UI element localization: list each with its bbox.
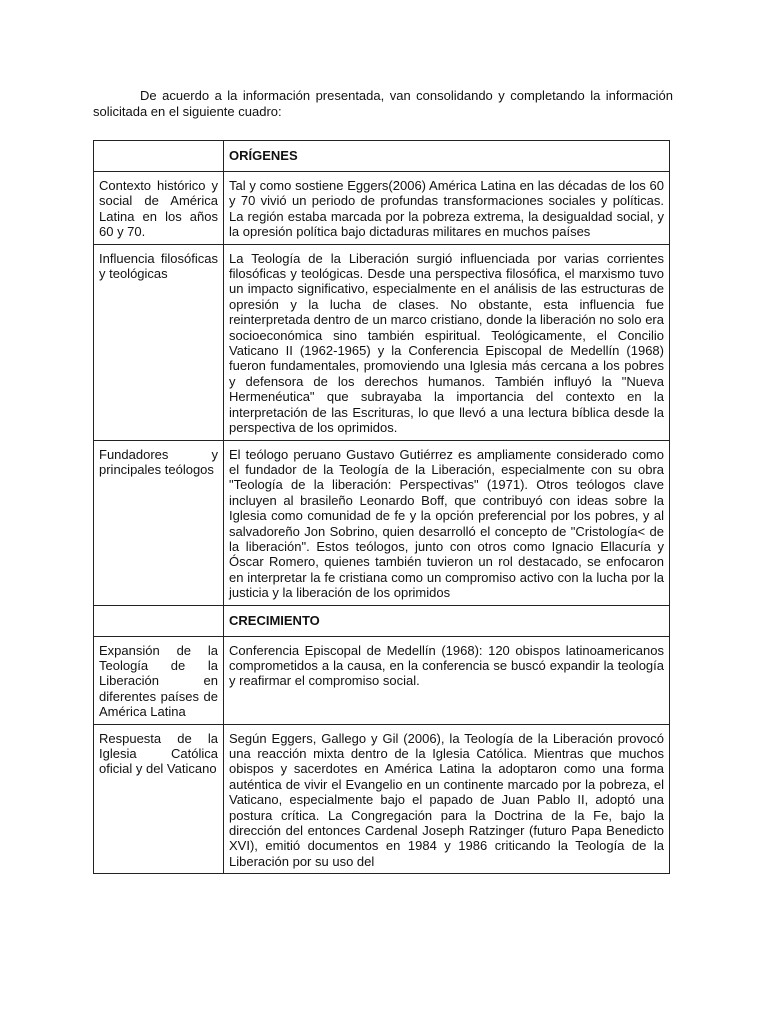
section-heading-row (94, 141, 670, 172)
intro-paragraph: De acuerdo a la información presentada, van consolidando y completando la información solicitada en el siguiente cuadro: (93, 88, 673, 119)
row-content-influencia: La Teología de la Liberación surgió influenciada por varias corrientes filosóficas y teológicas. Desde una perspectiva filosófica, el marxismo tuvo un impacto significativo, especialmente en el análisis de las estructuras de opresión y la lucha de clases. No obstante, esta influencia fue reinterpretada dentro de un marco cristiano, donde la liberación no solo era socioeconómica sino también espiritual. Teológicamente, el Concilio Vaticano II (1962-1965) y la Conferencia Episcopal de Medellín (1968) fueron fundamentales, promoviendo una Iglesia más cercana a los pobres y defensora de los derechos humanos. También influyó la "Nueva Hermenéutica" que subrayaba la importancia del contexto en la interpretación de las Escrituras, lo que llevó a una lectura bíblica desde la perspectiva de los oprimidos. (224, 244, 670, 440)
row-content-respuesta: Según Eggers, Gallego y Gil (2006), la Teología de la Liberación provocó una reacción mixta dentro de la Iglesia Católica. Mientras que muchos obispos y sacerdotes en América Latina la adoptaron como una forma auténtica de vivir el Evangelio en un continente marcado por la pobreza, el Vaticano, especialmente bajo el papado de Juan Pablo II, adoptó una postura crítica. La Congregación para la Doctrina de la Fe, bajo la dirección del entonces Cardenal Joseph Ratzinger (futuro Papa Benedicto XVI), emitió documentos en 1984 y 1986 criticando la Teología de la Liberación por su uso del (224, 724, 670, 874)
row-label-influencia: Influencia filosóficas y teológicas (94, 244, 224, 440)
table-row (94, 172, 670, 245)
row-content-contexto: Tal y como sostiene Eggers(2006) América Latina en las décadas de los 60 y 70 vivió un periodo de profundas transformaciones sociales y políticas. La región estaba marcada por la pobreza extrema, la desigualdad social, y la opresión política bajo dictaduras militares en muchos países (224, 172, 670, 245)
row-label-contexto: Contexto histórico y social de América Latina en los años 60 y 70. (94, 172, 224, 245)
section-heading-origenes: ORÍGENES (224, 141, 670, 172)
row-label-fundadores: Fundadores y principales teólogos (94, 440, 224, 605)
row-label-respuesta: Respuesta de la Iglesia Católica oficial y del Vaticano (94, 724, 224, 874)
table-row (94, 440, 670, 605)
row-content-expansion: Conferencia Episcopal de Medellín (1968): 120 obispos latinoamericanos comprometidos a la causa, en la conferencia se buscó expandir la teología y reafirmar el compromiso social. (224, 636, 670, 724)
empty-label-cell (94, 141, 224, 172)
summary-table (93, 140, 670, 874)
table-row (94, 244, 670, 440)
section-heading-crecimiento: CRECIMIENTO (224, 605, 670, 636)
table-row (94, 724, 670, 874)
table-row (94, 636, 670, 724)
empty-label-cell (94, 605, 224, 636)
row-label-expansion: Expansión de la Teología de la Liberación en diferentes países de América Latina (94, 636, 224, 724)
section-heading-row (94, 605, 670, 636)
row-content-fundadores: El teólogo peruano Gustavo Gutiérrez es ampliamente considerado como el fundador de la Teología de la Liberación, especialmente con su obra "Teología de la liberación: Perspectivas" (1971). Otros teólogos clave incluyen al brasileño Leonardo Boff, que contribuyó con ideas sobre la Iglesia como comunidad de fe y la opción preferencial por los pobres, y al salvadoreño Jon Sobrino, quien desarrolló el concepto de "Cristología< de la liberación". Estos teólogos, junto con otros como Ignacio Ellacuría y Óscar Romero, quienes también tuvieron un rol destacado, se enfocaron en interpretar la fe cristiana como un compromiso activo con la lucha por la justicia y la liberación de los oprimidos (224, 440, 670, 605)
